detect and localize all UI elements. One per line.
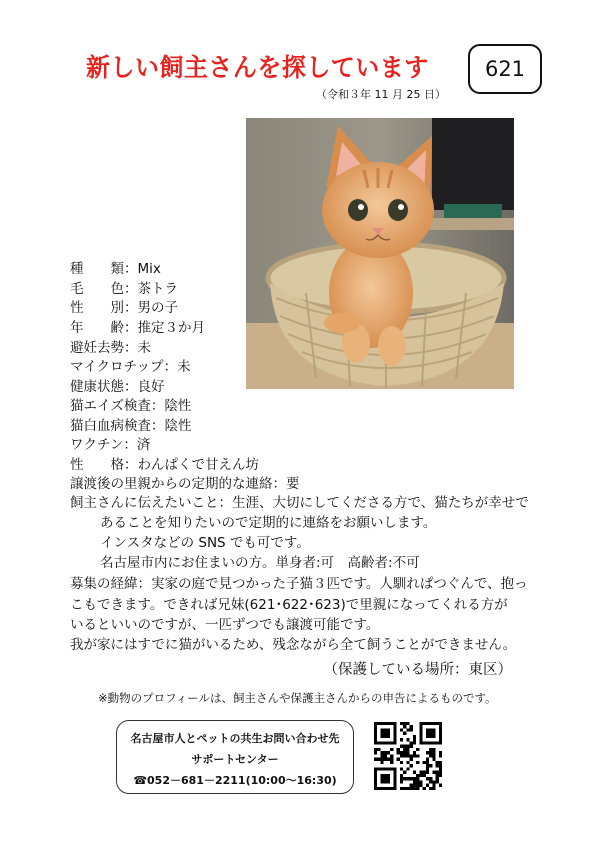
contact-phone[interactable]: ☎052－681－2211(10:00～16:30) <box>133 774 337 787</box>
profile-row-neuter: 避妊去勢：未 <box>70 340 151 356</box>
profile-row-breed: 種 類：Mix <box>70 261 161 277</box>
profile-row-age: 年 齢：推定３か月 <box>70 320 205 336</box>
message-line-1: 飼主さんに伝えたいこと：生涯、大切にしてくださる方で、猫たちが幸せで <box>70 495 529 511</box>
story-line-2: こもできます。できれば兄妹(621･622･623)で里親になってくれる方が <box>70 597 508 613</box>
profile-row-felv: 猫白血病検査：陰性 <box>70 418 192 434</box>
contact-center: サポートセンター <box>191 753 279 766</box>
story-line-1: 募集の経緯：実家の庭で見つかった子猫３匹です。人馴れぱつぐんで、抱っ <box>70 576 528 592</box>
shelter-location: （保護している場所：東区） <box>323 662 512 678</box>
footnote: ※動物のプロフィールは、飼主さんや保護主さんからの申告によるものです。 <box>98 691 497 705</box>
profile-row-sex: 性 別：男の子 <box>70 300 178 316</box>
contact-org: 名古屋市人とペットの共生お問い合わせ先 <box>130 732 340 745</box>
story-line-3: いるといいのですが、一匹ずつでも譲渡可能です。 <box>70 617 380 633</box>
profile-row-health: 健康状態：良好 <box>70 379 165 395</box>
contact-box <box>116 720 354 794</box>
profile-row-color: 毛 色：茶トラ <box>70 281 178 297</box>
message-line-3: インスタなどの SNS でも可です。 <box>100 535 310 551</box>
kitten-photo <box>246 118 514 389</box>
message-line-2: あることを知りたいので定期的に連絡をお願いします。 <box>100 515 437 531</box>
profile-row-personality: 性 格：わんぱくで甘えん坊 <box>70 457 259 473</box>
id-number-box <box>468 44 542 94</box>
page-title: 新しい飼主さんを探しています <box>86 53 429 82</box>
post-date: （令和３年 11 月 25 日） <box>316 88 446 101</box>
profile-row-vaccine: ワクチン：済 <box>70 437 151 453</box>
profile-row-contact-required: 譲渡後の里親からの定期的な連絡：要 <box>70 476 300 492</box>
id-number: 621 <box>484 57 526 81</box>
profile-row-microchip: マイクロチップ：未 <box>70 359 191 375</box>
kitten-illustration <box>246 118 514 389</box>
message-line-4: 名古屋市内にお住まいの方。単身者:可 高齢者:不可 <box>100 555 420 571</box>
qr-code-icon[interactable] <box>374 722 442 790</box>
story-line-4: 我が家にはすでに猫がいるため、残念ながら全て飼うことができません。 <box>70 637 517 653</box>
profile-row-fiv: 猫エイズ検査：陰性 <box>70 398 192 414</box>
